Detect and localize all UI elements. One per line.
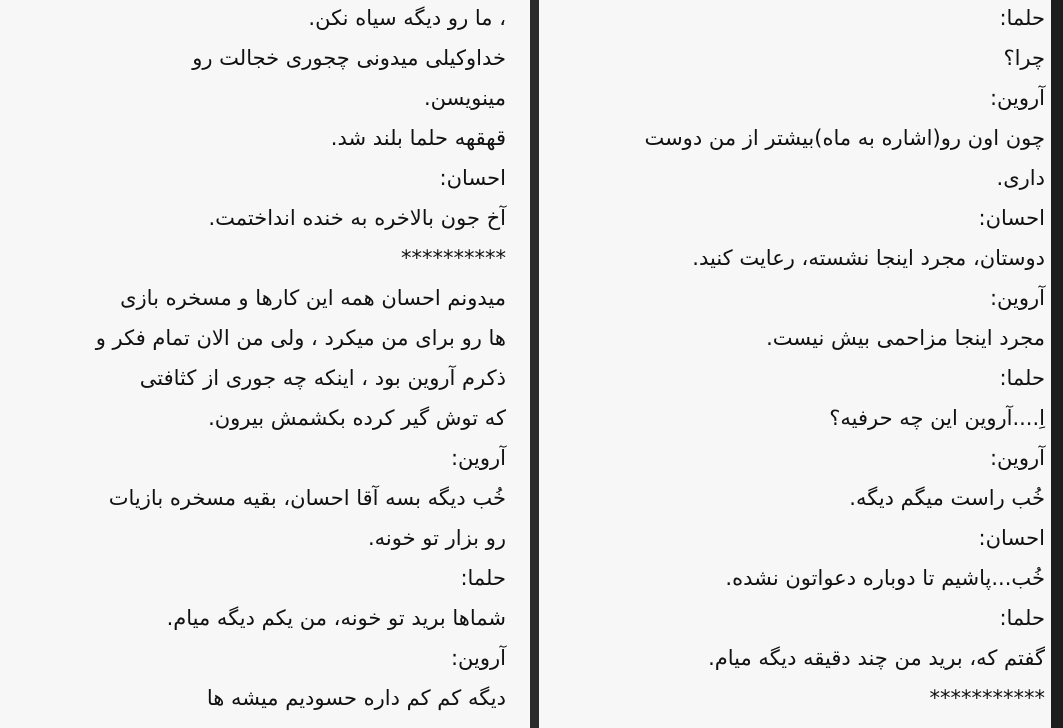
speaker-label: آروین:: [989, 446, 1045, 470]
text-line: دوستان، مجرد اینجا نشسته، رعایت کنید.: [692, 246, 1045, 270]
speaker-label: آروین:: [450, 446, 506, 470]
speaker-label: آروین:: [989, 86, 1045, 110]
text-line: که توش گیر کرده بکشمش بیرون.: [208, 406, 506, 430]
speaker-label: حلما:: [999, 366, 1045, 390]
text-line: اِ....آروین این چه حرفیه؟: [829, 406, 1045, 430]
text-line: چون اون رو(اشاره به ماه)بیشتر از من دوست: [644, 126, 1045, 150]
speaker-label: آروین:: [989, 286, 1045, 310]
text-line: شماها برید تو خونه، من یکم دیگه میام.: [166, 606, 506, 630]
left-page-text: [0, 0, 506, 718]
text-line: دیگه کم کم داره حسودیم میشه ها: [206, 686, 506, 710]
text-line: خداوکیلی میدونی چجوری خجالت رو: [192, 46, 506, 70]
speaker-label: حلما:: [999, 606, 1045, 630]
text-line: ها رو برای من میکرد ، ولی من الان تمام فکر و: [95, 326, 506, 350]
text-line: قهقهه حلما بلند شد.: [330, 126, 506, 150]
text-line: آخ جون بالاخره به خنده انداختمت.: [208, 206, 506, 230]
text-line: خُب دیگه بسه آقا احسان، بقیه مسخره بازیات: [108, 486, 506, 510]
speaker-label: حلما:: [999, 6, 1045, 30]
speaker-label: حلما:: [460, 566, 506, 590]
right-page: [539, 0, 1051, 728]
text-line: رو بزار تو خونه.: [367, 526, 506, 550]
text-line: خُب...پاشیم تا دوباره دعواتون نشده.: [725, 566, 1045, 590]
speaker-label: احسان:: [978, 526, 1045, 550]
scrollbar-track[interactable]: [1051, 0, 1063, 728]
text-line: داری.: [996, 166, 1045, 190]
text-line: ، ما رو دیگه سیاه نکن.: [308, 6, 506, 30]
text-line: میدونم احسان همه این کارها و مسخره بازی: [120, 286, 506, 310]
text-line: مجرد اینجا مزاحمی بیش نیست.: [766, 326, 1045, 350]
left-page: [0, 0, 530, 728]
text-line: خُب راست میگم دیگه.: [849, 486, 1045, 510]
text-line: گفتم که، برید من چند دقیقه دیگه میام.: [708, 646, 1045, 670]
section-separator: **********: [401, 246, 506, 270]
section-separator: ***********: [929, 686, 1045, 710]
right-page-text: [539, 0, 1045, 718]
text-line: چرا؟: [1003, 46, 1045, 70]
speaker-label: احسان:: [439, 166, 506, 190]
text-line: ذکرم آروین بود ، اینکه چه جوری از کثافتی: [139, 366, 506, 390]
text-line: مینویسن.: [423, 86, 506, 110]
speaker-label: آروین:: [450, 646, 506, 670]
speaker-label: احسان:: [978, 206, 1045, 230]
